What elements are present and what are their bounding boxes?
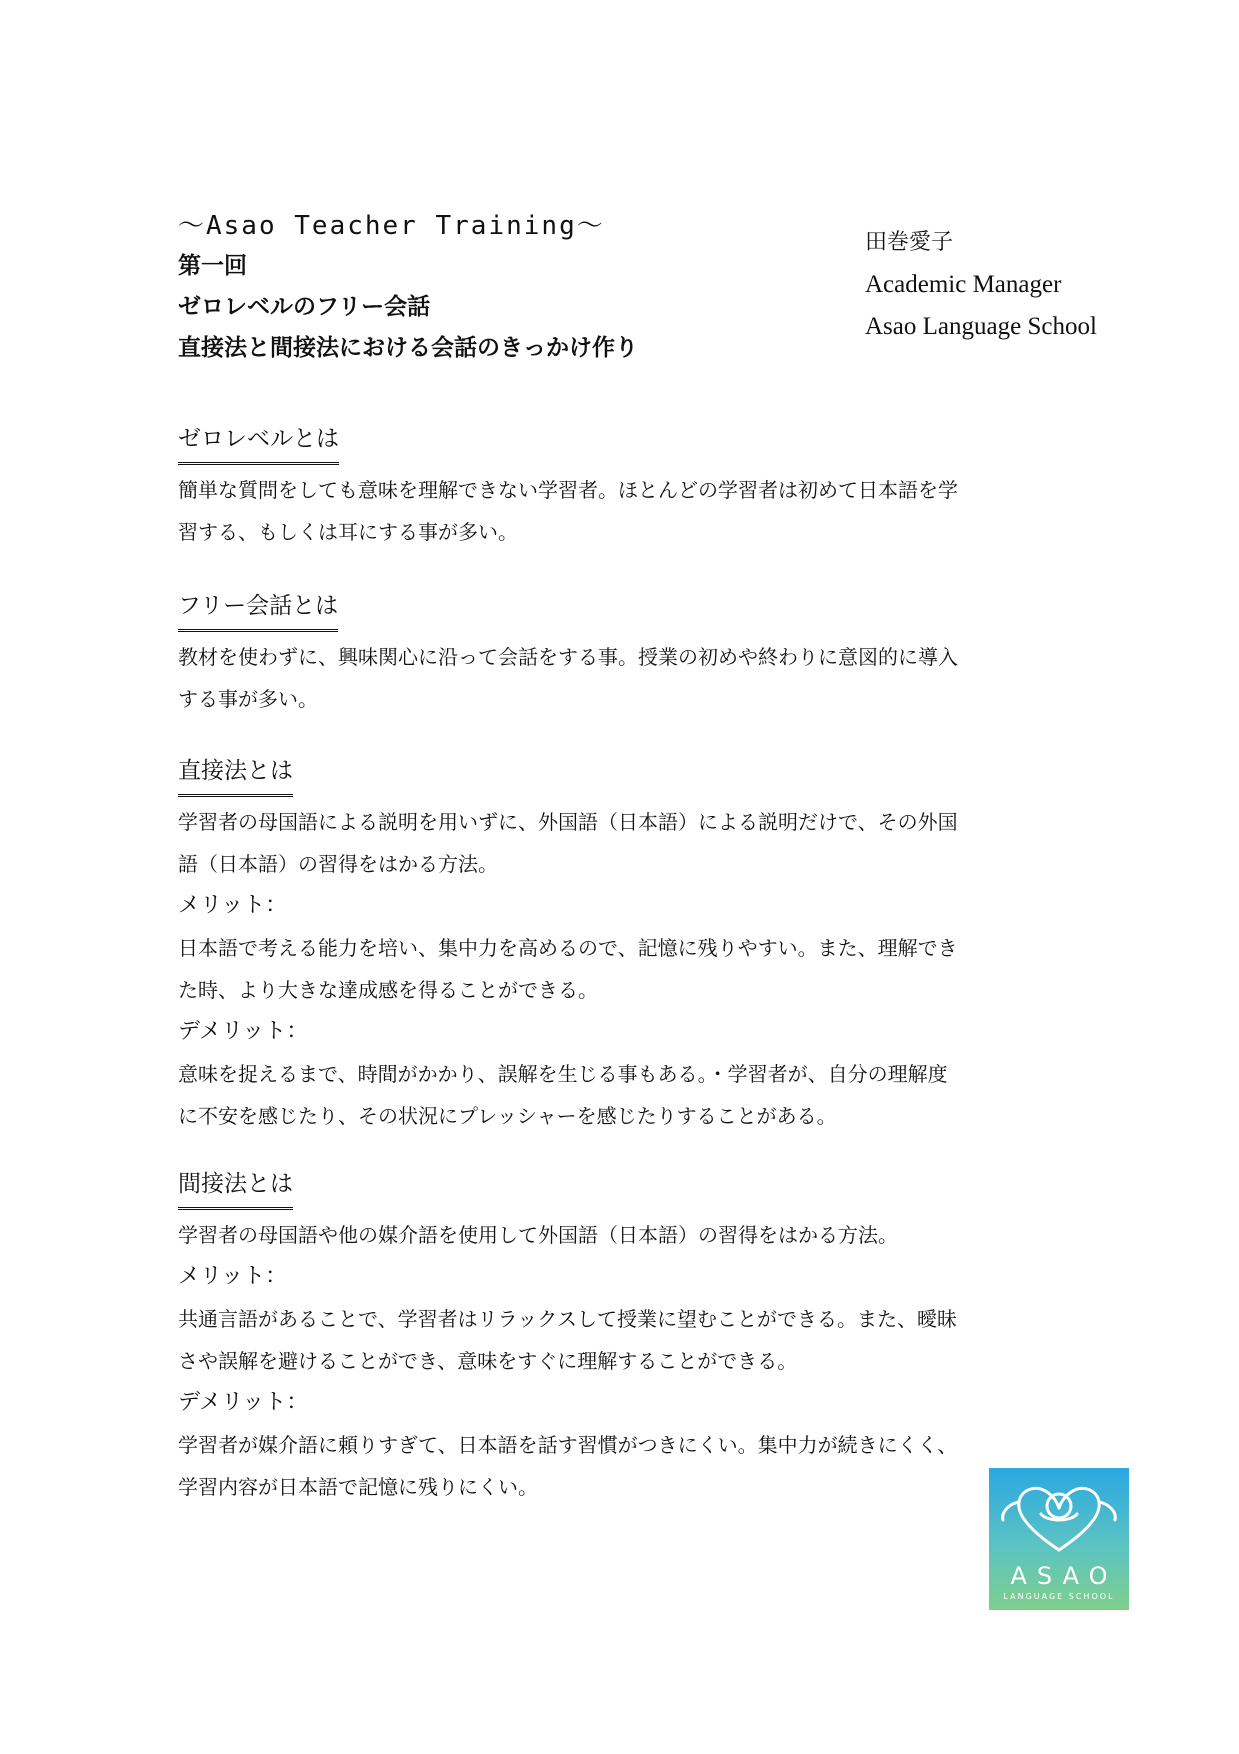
author-block [865, 222, 1097, 348]
demerit-label: デメリット： [178, 1019, 309, 1044]
author-role: Academic Manager [865, 271, 1062, 298]
section-heading: ゼロレベルとは [178, 418, 339, 465]
section-indirect-method [178, 1163, 1078, 1508]
body-line: 語（日本語）の習得をはかる方法。 [178, 852, 498, 876]
body-line: 学習内容が日本語で記憶に残りにくい。 [178, 1475, 538, 1499]
body-line: 共通言語があることで、学習者はリラックスして授業に望むことができる。また、曖昧 [178, 1307, 957, 1331]
heart-knot-icon [989, 1468, 1129, 1568]
session-topic: ゼロレベルのフリー会話 [178, 294, 431, 320]
body-line: する事が多い。 [178, 687, 318, 711]
body-line: 簡単な質問をしても意味を理解できない学習者。ほとんどの学習者は初めて日本語を学 [178, 478, 958, 502]
author-org: Asao Language School [865, 313, 1097, 340]
body-line: さや誤解を避けることができ、意味をすぐに理解することができる。 [178, 1349, 798, 1373]
section-heading: 間接法とは [178, 1163, 293, 1210]
logo-subtitle: LANGUAGE SCHOOL [1003, 1592, 1115, 1601]
body-line: た時、より大きな達成感を得ることができる。 [178, 978, 598, 1002]
body-line: 学習者の母国語による説明を用いずに、外国語（日本語）による説明だけで、その外国 [178, 810, 958, 834]
body-line: 学習者が媒介語に頼りすぎて、日本語を話す習慣がつきにくい。集中力が続きにくく、 [178, 1433, 958, 1457]
author-name: 田巻愛子 [865, 230, 954, 255]
school-logo [989, 1468, 1129, 1610]
section-free-conversation [178, 585, 1078, 720]
section-heading: 直接法とは [178, 750, 293, 797]
body-line: に不安を感じたり、その状況にプレッシャーを感じたりすることがある。 [178, 1104, 837, 1128]
section-zero-level [178, 418, 1078, 553]
merit-label: メリット： [178, 893, 288, 918]
section-direct-method [178, 750, 1078, 1137]
body-line: 日本語で考える能力を培い、集中力を高めるので、記憶に残りやすい。また、理解でき [178, 936, 958, 960]
body-line: 学習者の母国語や他の媒介語を使用して外国語（日本語）の習得をはかる方法。 [178, 1223, 898, 1247]
session-number: 第一回 [178, 253, 247, 279]
body-line: 習する、もしくは耳にする事が多い。 [178, 520, 518, 544]
body-line: 意味を捉えるまで、時間がかかり、誤解を生じる事もある。・学習者が、自分の理解度 [178, 1062, 948, 1086]
section-heading: フリー会話とは [178, 585, 338, 632]
session-subtopic: 直接法と間接法における会話のきっかけ作り [178, 335, 638, 361]
title-block [178, 206, 638, 369]
merit-label: メリット： [178, 1264, 288, 1289]
body-line: 教材を使わずに、興味関心に沿って会話をする事。授業の初めや終わりに意図的に導入 [178, 645, 958, 669]
document-title: 〜Asao Teacher Training〜 [178, 211, 605, 241]
demerit-label: デメリット： [178, 1390, 309, 1415]
logo-wordmark: ASAO [1010, 1562, 1118, 1590]
